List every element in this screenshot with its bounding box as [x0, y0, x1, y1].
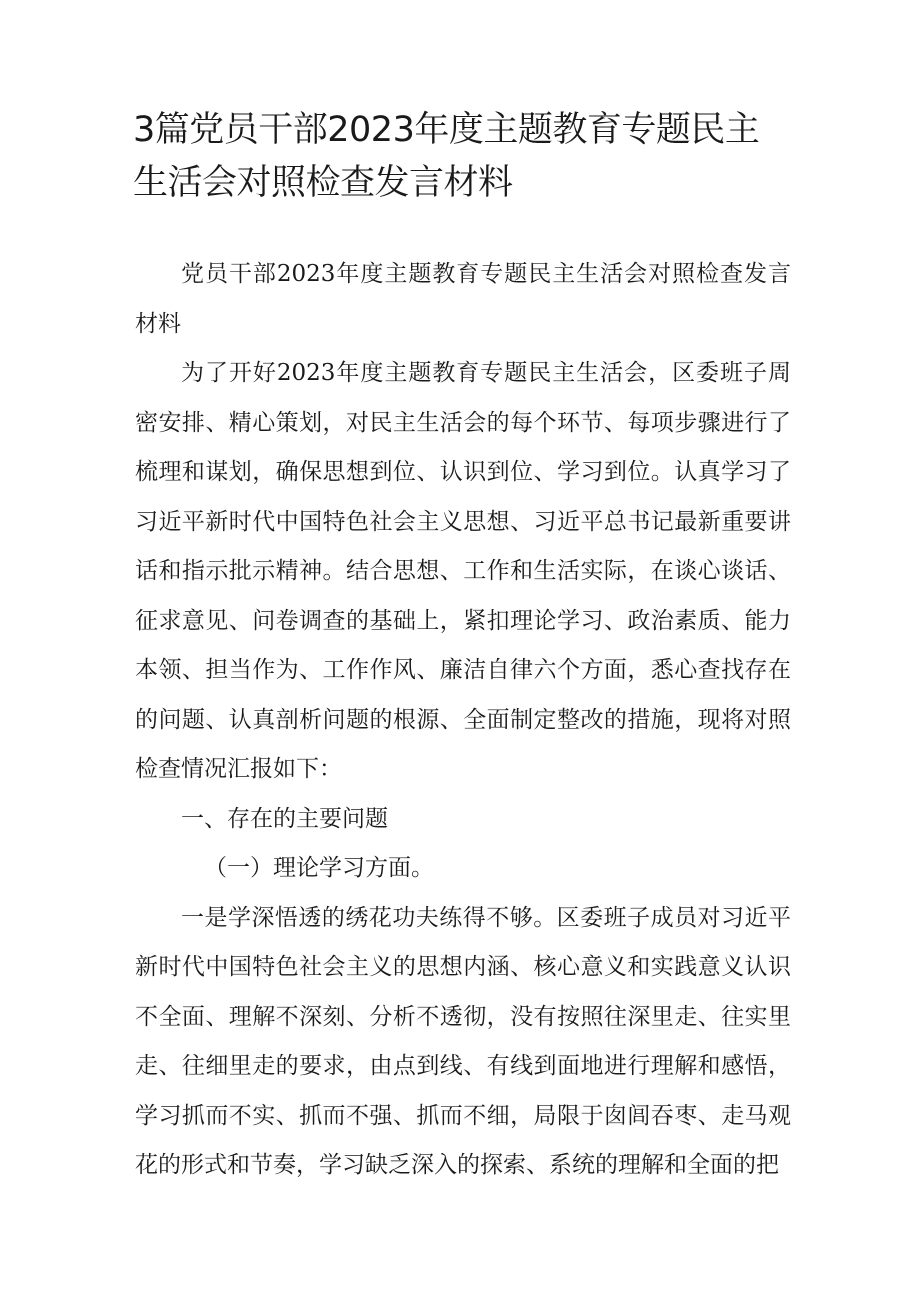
- body-paragraph: 一是学深悟透的绣花功夫练得不够。区委班子成员对习近平新时代中国特色社会主义的思想内涵、核心意义和实践意义认识不全面、理解不深刻、分析不透彻，没有按照往深里走、往实里走、往细里走的要求，由点到线、有线到面地进行理解和感悟，学习抓而不实、抓而不强、抓而不细，局限于囱闾吞枣、走马观花的形式和节奏，学习缺乏深入的探索、系统的理解和全面的把: [135, 904, 791, 1178]
- subsection-heading: （一）理论学习方面。: [204, 855, 434, 881]
- subtitle-paragraph: 党员干部2023年度主题教育专题民主生活会对照检查发言材料: [135, 261, 791, 337]
- document-body: [135, 250, 791, 1191]
- document-title: 3篇党员干部2023年度主题教育专题民主生活会对照检查发言材料: [133, 110, 760, 203]
- section-heading: 一、存在的主要问题: [181, 805, 388, 832]
- intro-paragraph: 为了开好2023年度主题教育专题民主生活会，区委班子周密安排、精心策划，对民主生活会的每个环节、每项步骤进行了梳理和谋划，确保思想到位、认识到位、学习到位。认真学习了习近平新时代中国特色社会主义思想、习近平总书记最新重要讲话和指示批示精神。结合思想、工作和生活实际，在谈心谈话、征求意见、问卷调查的基础上，紧扣理论学习、政治素质、能力本领、担当作为、工作作风、廉洁自律六个方面，悉心查找存在的问题、认真剖析问题的根源、全面制定整改的措施，现将对照检查情况汇报如下：: [135, 360, 791, 782]
